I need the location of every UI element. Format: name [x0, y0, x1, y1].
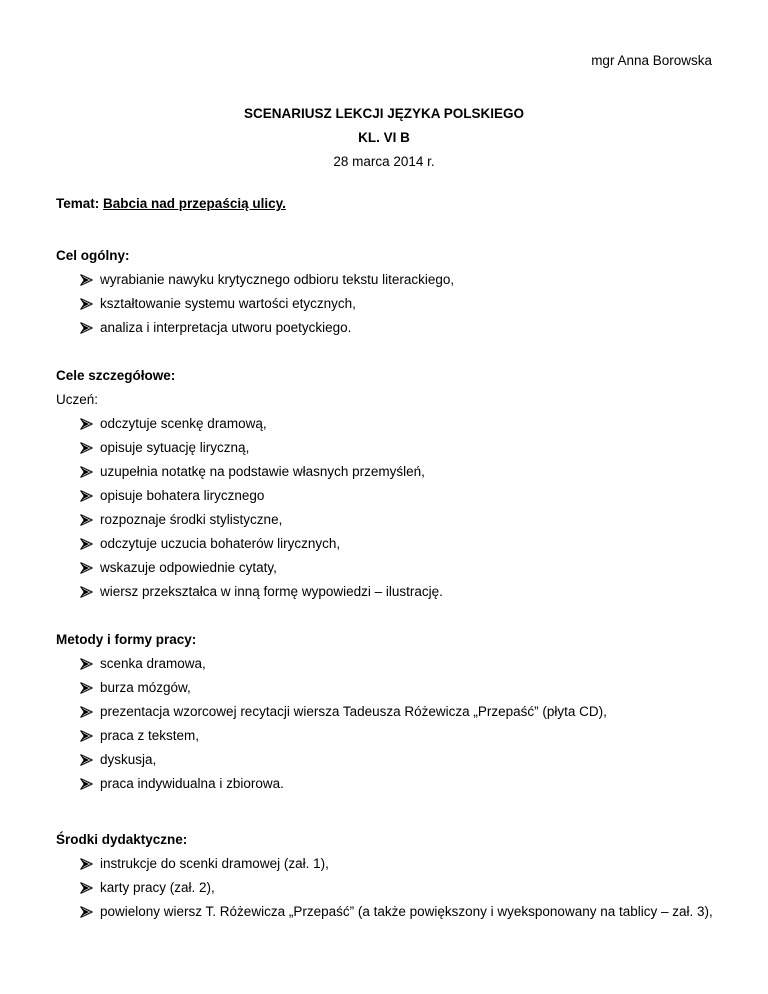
list-item: scenka dramowa,	[80, 652, 712, 676]
teaching-aids-list	[56, 852, 712, 924]
title-block	[56, 102, 712, 174]
specific-goals-list	[56, 412, 712, 604]
list-item: dyskusja,	[80, 748, 712, 772]
arrowhead-bullet-icon	[80, 580, 94, 604]
methods-section	[56, 628, 712, 796]
list-item: uzupełnia notatkę na podstawie własnych przemyśleń,	[80, 460, 712, 484]
arrowhead-bullet-icon	[80, 268, 94, 292]
arrowhead-bullet-icon	[80, 900, 94, 924]
document-page	[56, 0, 712, 994]
author-name: mgr Anna Borowska	[591, 53, 712, 68]
document-title: SCENARIUSZ LEKCJI JĘZYKA POLSKIEGO	[243, 106, 525, 121]
methods-heading: Metody i formy pracy:	[56, 632, 197, 647]
specific-goals-intro: Uczeń:	[56, 392, 99, 407]
methods-list	[56, 652, 712, 796]
list-item: praca indywidualna i zbiorowa.	[80, 772, 712, 796]
teaching-aids-heading: Środki dydaktyczne:	[56, 832, 188, 847]
list-item: powielony wiersz T. Różewicza „Przepaść” (a także powiększony i wyeksponowany na tablicy – zał. 3),	[80, 900, 712, 924]
class-label: KL. VI B	[358, 130, 410, 145]
teaching-aids-section	[56, 828, 712, 924]
specific-goals-section	[56, 364, 712, 604]
list-item: opisuje bohatera lirycznego	[80, 484, 712, 508]
general-goal-section	[56, 244, 712, 340]
arrowhead-bullet-icon	[80, 700, 94, 724]
arrowhead-bullet-icon	[80, 724, 94, 748]
general-goal-list	[56, 268, 712, 340]
arrowhead-bullet-icon	[80, 412, 94, 436]
list-item: kształtowanie systemu wartości etycznych,	[80, 292, 712, 316]
list-item: wyrabianie nawyku krytycznego odbioru tekstu literackiego,	[80, 268, 712, 292]
list-item: karty pracy (zał. 2),	[80, 876, 712, 900]
arrowhead-bullet-icon	[80, 508, 94, 532]
arrowhead-bullet-icon	[80, 748, 94, 772]
arrowhead-bullet-icon	[80, 292, 94, 316]
arrowhead-bullet-icon	[80, 652, 94, 676]
arrowhead-bullet-icon	[80, 676, 94, 700]
topic-label: Temat:	[56, 196, 100, 211]
arrowhead-bullet-icon	[80, 460, 94, 484]
arrowhead-bullet-icon	[80, 852, 94, 876]
lesson-date: 28 marca 2014 r.	[333, 154, 435, 169]
list-item: opisuje sytuację liryczną,	[80, 436, 712, 460]
list-item: odczytuje scenkę dramową,	[80, 412, 712, 436]
arrowhead-bullet-icon	[80, 436, 94, 460]
list-item: rozpoznaje środki stylistyczne,	[80, 508, 712, 532]
general-goal-heading: Cel ogólny:	[56, 248, 130, 263]
topic-value: Babcia nad przepaścią ulicy.	[103, 196, 286, 211]
list-item: instrukcje do scenki dramowej (zał. 1),	[80, 852, 712, 876]
list-item: burza mózgów,	[80, 676, 712, 700]
list-item: wskazuje odpowiednie cytaty,	[80, 556, 712, 580]
arrowhead-bullet-icon	[80, 772, 94, 796]
lesson-topic	[56, 196, 286, 211]
list-item: analiza i interpretacja utworu poetyckiego.	[80, 316, 712, 340]
arrowhead-bullet-icon	[80, 532, 94, 556]
list-item: odczytuje uczucia bohaterów lirycznych,	[80, 532, 712, 556]
arrowhead-bullet-icon	[80, 316, 94, 340]
specific-goals-heading: Cele szczegółowe:	[56, 368, 176, 383]
arrowhead-bullet-icon	[80, 556, 94, 580]
arrowhead-bullet-icon	[80, 876, 94, 900]
list-item: praca z tekstem,	[80, 724, 712, 748]
arrowhead-bullet-icon	[80, 484, 94, 508]
list-item: wiersz przekształca w inną formę wypowiedzi – ilustrację.	[80, 580, 712, 604]
list-item: prezentacja wzorcowej recytacji wiersza Tadeusza Różewicza „Przepaść” (płyta CD),	[80, 700, 712, 724]
